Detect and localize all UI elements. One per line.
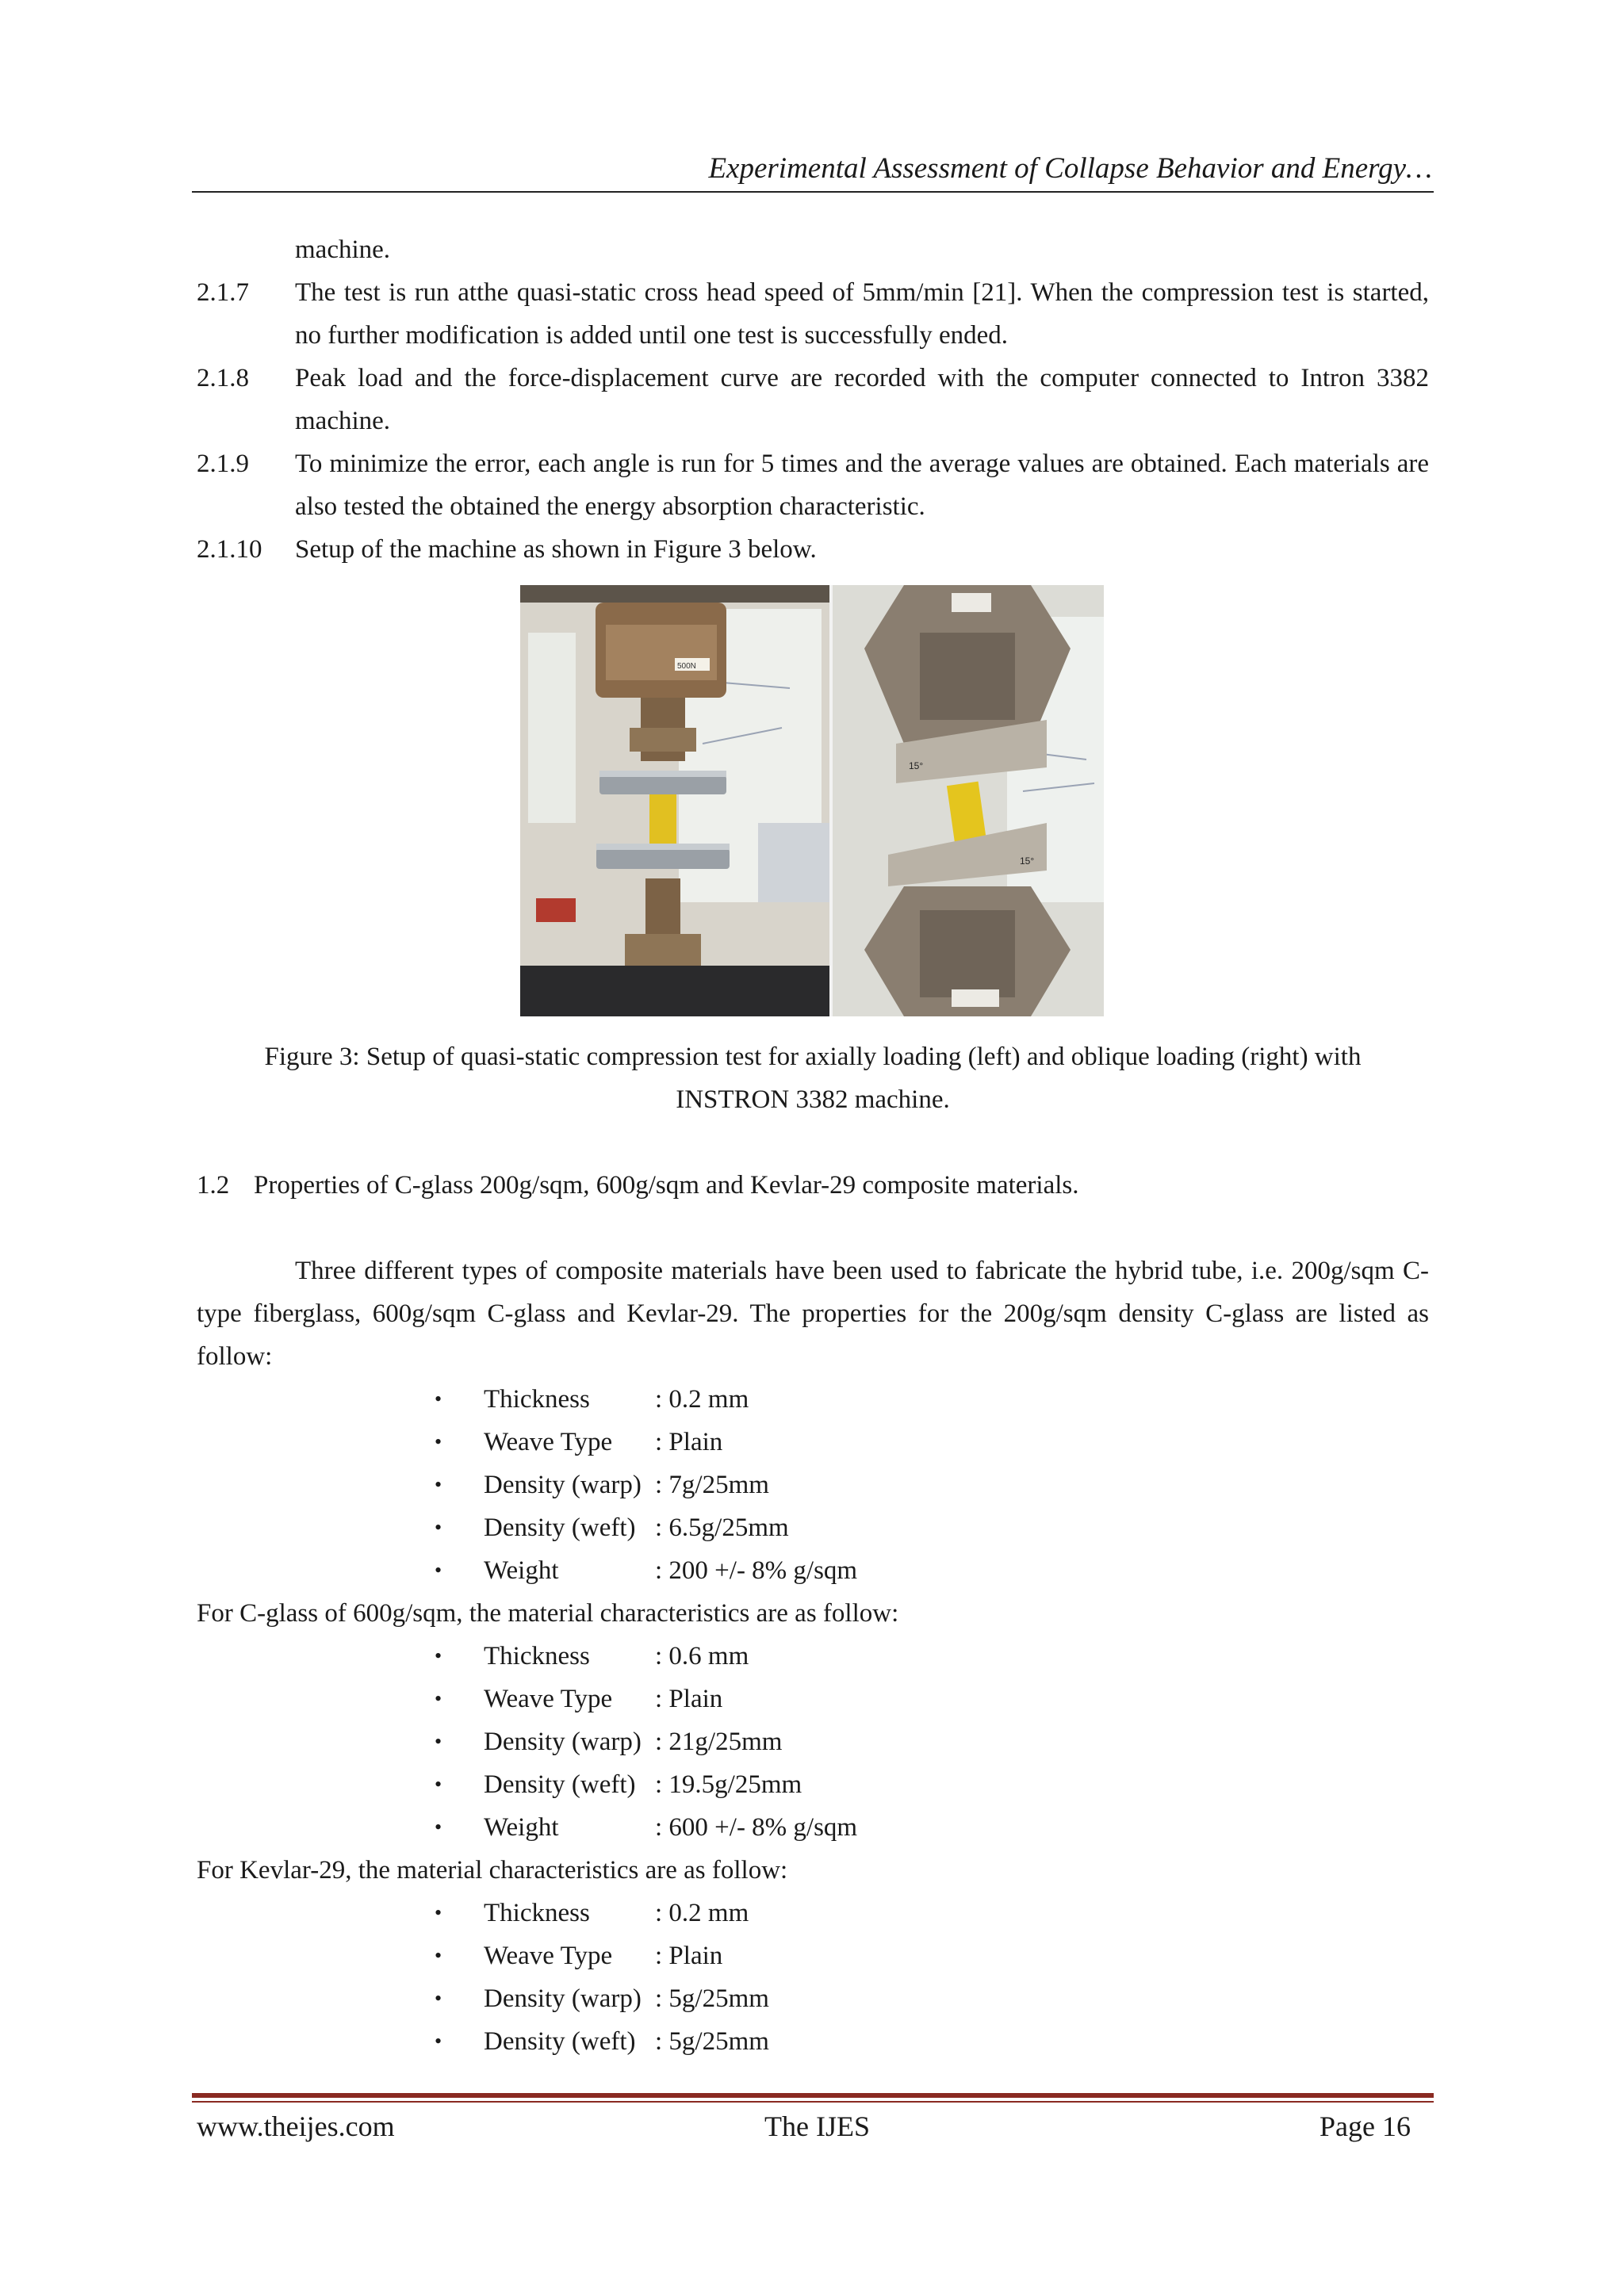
section-title: Properties of C-glass 200g/sqm, 600g/sqm and Kevlar-29 composite materials. [254,1171,1079,1200]
bullet-icon: • [435,1687,442,1710]
section-number: 1.2 [197,1171,230,1200]
body-paragraph: Three different types of composite materials have been used to fabricate the hybrid tube, i.e. 200g/sqm C-type fiberglass, 600g/sqm C-glass and Kevlar-29. The properties for the 200g/sqm density C-glass are listed as follow: [197,1257,1429,1371]
footer-page-number: Page 16 [1320,2110,1411,2142]
item-text: The test is run atthe quasi-static cross head speed of 5mm/min [21]. When the compression test is started, no further modification is added until one test is successfully ended. [295,278,1429,350]
bullet-icon: • [435,1387,442,1410]
spec-key: Thickness [484,1642,590,1670]
spec-key: Density (warp) [484,1984,642,2013]
spec-value: : Plain [655,1685,723,1713]
spec-value: : Plain [655,1428,723,1456]
spec-key: Thickness [484,1385,590,1414]
item-number: 2.1.9 [197,450,249,478]
spec-key: Thickness [484,1899,590,1927]
bullet-icon: • [435,1773,442,1796]
list-intro-cglass-600: For C-glass of 600g/sqm, the material characteristics are as follow: [197,1599,899,1628]
angle-label-upper: 15° [909,760,924,771]
spec-key: Weave Type [484,1685,613,1713]
item-text: Setup of the machine as shown in Figure 3 below. [295,535,817,564]
item-text: To minimize the error, each angle is run for 5 times and the average values are obtained. Each materials are also tested the obtained the energy absorption characteristic. [295,450,1429,521]
section-heading [197,1164,1079,1207]
bullet-icon: • [435,1730,442,1753]
running-head: Experimental Assessment of Collapse Behavior and Energy… [708,152,1432,185]
figure-caption: Figure 3: Setup of quasi-static compression test for axially loading (left) and oblique loading (right) with INSTRON 3382 machine. [264,1043,1362,1114]
spec-key: Density (warp) [484,1471,642,1499]
spec-value: : Plain [655,1942,723,1970]
spec-key: Density (weft) [484,1513,636,1542]
spec-key: Density (warp) [484,1728,642,1756]
spec-value: : 21g/25mm [655,1728,783,1756]
spec-key: Weight [484,1813,559,1842]
spec-value: : 0.6 mm [655,1642,749,1670]
header-rule [192,191,1434,193]
bullet-icon: • [435,1987,442,2010]
spec-key: Weight [484,1556,559,1585]
numbered-item [197,357,1429,442]
continuation-line: machine. [295,235,391,264]
oblique-loading-photo [833,585,1104,1016]
spec-value: : 600 +/- 8% g/sqm [655,1813,858,1842]
footer-journal: The IJES [764,2110,870,2142]
bullet-icon: • [435,1430,442,1453]
spec-value: : 5g/25mm [655,1984,769,2013]
numbered-item [197,271,1429,357]
spec-key: Weave Type [484,1428,613,1456]
load-cell-label: 500N [677,662,696,671]
spec-value: : 0.2 mm [655,1899,749,1927]
footer-rule-thin [192,2101,1434,2103]
spec-key: Density (weft) [484,2027,636,2056]
bullet-icon: • [435,1559,442,1582]
item-number: 2.1.7 [197,278,249,307]
item-number: 2.1.10 [197,535,262,564]
figure-3 [520,585,1104,1016]
numbered-item [197,442,1429,528]
angle-label-lower: 15° [1020,855,1035,867]
item-text: Peak load and the force-displacement curve are recorded with the computer connected to Intron 3382 machine. [295,364,1429,435]
spec-value: : 6.5g/25mm [655,1513,789,1542]
bullet-icon: • [435,1644,442,1667]
item-number: 2.1.8 [197,364,249,392]
spec-key: Density (weft) [484,1770,636,1799]
bullet-icon: • [435,1901,442,1924]
spec-value: : 0.2 mm [655,1385,749,1414]
list-intro-kevlar: For Kevlar-29, the material characteristics are as follow: [197,1856,788,1885]
axial-loading-photo [520,585,829,1016]
spec-value: : 7g/25mm [655,1471,769,1499]
spec-value: : 5g/25mm [655,2027,769,2056]
footer-website: www.theijes.com [197,2110,395,2142]
footer-rule [192,2093,1434,2098]
bullet-icon: • [435,1516,442,1539]
spec-value: : 19.5g/25mm [655,1770,802,1799]
numbered-item [197,528,1429,571]
bullet-icon: • [435,1944,442,1967]
bullet-icon: • [435,1816,442,1839]
spec-value: : 200 +/- 8% g/sqm [655,1556,858,1585]
bullet-icon: • [435,2030,442,2053]
bullet-icon: • [435,1473,442,1496]
spec-key: Weave Type [484,1942,613,1970]
